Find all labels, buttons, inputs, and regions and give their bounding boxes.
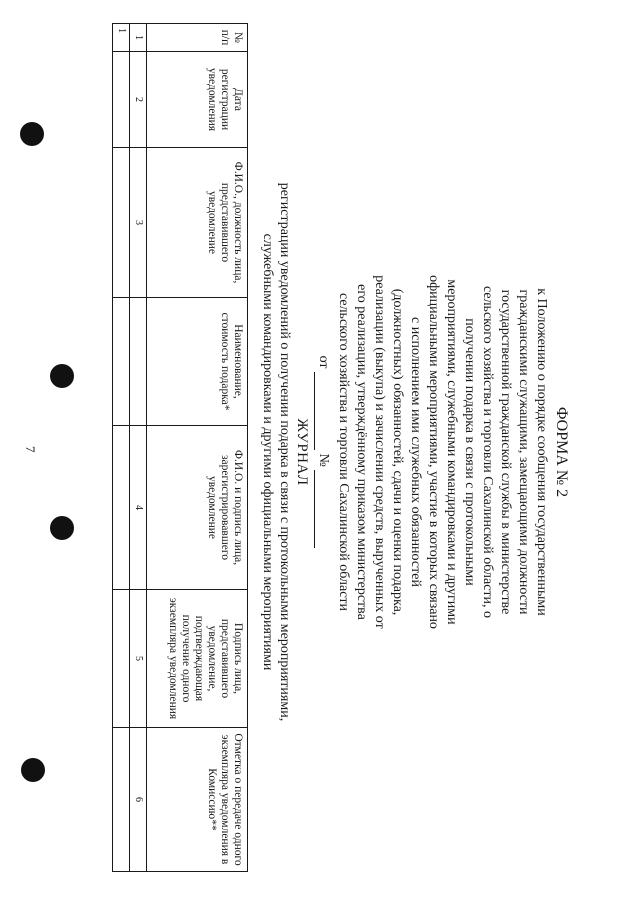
- table-cell: [113, 298, 130, 426]
- column-number-cell: 6: [130, 728, 147, 872]
- form-line: получении подарка в связи с протокольными: [462, 318, 477, 586]
- column-number-cell: 2: [130, 52, 147, 148]
- registration-table: [112, 23, 248, 872]
- form-line: гражданскими служащими, замещающими должности: [516, 289, 531, 615]
- form-line: мероприятиями, служебными командировками и другими: [444, 279, 459, 625]
- registration-line: [314, 42, 332, 862]
- column-number-row: [130, 24, 147, 872]
- form-line: (должностных) обязанностей, сдачи и оценки подарка,: [390, 288, 405, 616]
- date-blank: [314, 372, 329, 450]
- page-number: 7: [23, 446, 38, 453]
- table-cell: 1: [113, 24, 130, 52]
- number-blank: [314, 470, 329, 548]
- form-line: к Положению о порядке сообщения государственными: [534, 288, 549, 616]
- form-line: государственной гражданской службы в министерстве: [498, 289, 513, 615]
- form-line: официальными мероприятиями, участие в которых связано: [426, 275, 441, 629]
- form-header: [314, 42, 570, 862]
- form-title: ФОРМА № 2: [553, 406, 570, 498]
- form-line: его реализации, утверждённому приказом министерства: [354, 284, 369, 620]
- journal-subtitle: служебными командировками и другими официальными мероприятиями: [260, 233, 275, 671]
- column-number-cell: 3: [130, 148, 147, 298]
- table-cell: [113, 52, 130, 148]
- header-cell: Ф.И.О. и подпись лица, зарегистрировавшего уведомление: [147, 426, 248, 590]
- date-prefix: от: [316, 355, 331, 369]
- rotated-content: [38, 12, 578, 892]
- table-cell: [113, 590, 130, 728]
- header-cell: Дата регистрации уведомления: [147, 52, 248, 148]
- form-line: сельского хозяйства и торговли Сахалинской области: [336, 292, 351, 612]
- journal-header: [259, 42, 310, 862]
- journal-subtitle: регистрации уведомлений о получении подарка в связи с протокольными мероприятиями,: [277, 182, 292, 722]
- table-cell: [113, 728, 130, 872]
- table-cell: [113, 148, 130, 298]
- form-line: с исполнением ими служебных обязанностей: [408, 317, 423, 587]
- column-number-cell: 4: [130, 426, 147, 590]
- header-cell: Подпись лица, представившего уведомление, подтверждающая получение одного экземпляра уведомления: [147, 590, 248, 728]
- header-cell: Ф.И.О., должность лица, представившего уведомление: [147, 148, 248, 298]
- form-line: сельского хозяйства и торговли Сахалинской области, о: [480, 285, 495, 619]
- header-cell: Наименование, стоимость подарка*: [147, 298, 248, 426]
- table-header-row: [147, 24, 248, 872]
- table-cell: [113, 426, 130, 590]
- form-line: реализации (выкупа) и зачислении средств, вырученных от: [372, 275, 387, 629]
- header-cell: Отметка о передаче одного экземпляра уведомления в Комиссию**: [147, 728, 248, 872]
- journal-title: ЖУРНАЛ: [294, 418, 310, 486]
- column-number-cell: [130, 298, 147, 426]
- table-row: [113, 24, 130, 872]
- number-sign: №: [316, 453, 331, 467]
- column-number-cell: 1: [130, 24, 147, 52]
- column-number-cell: 5: [130, 590, 147, 728]
- header-cell: № п/п: [147, 24, 248, 52]
